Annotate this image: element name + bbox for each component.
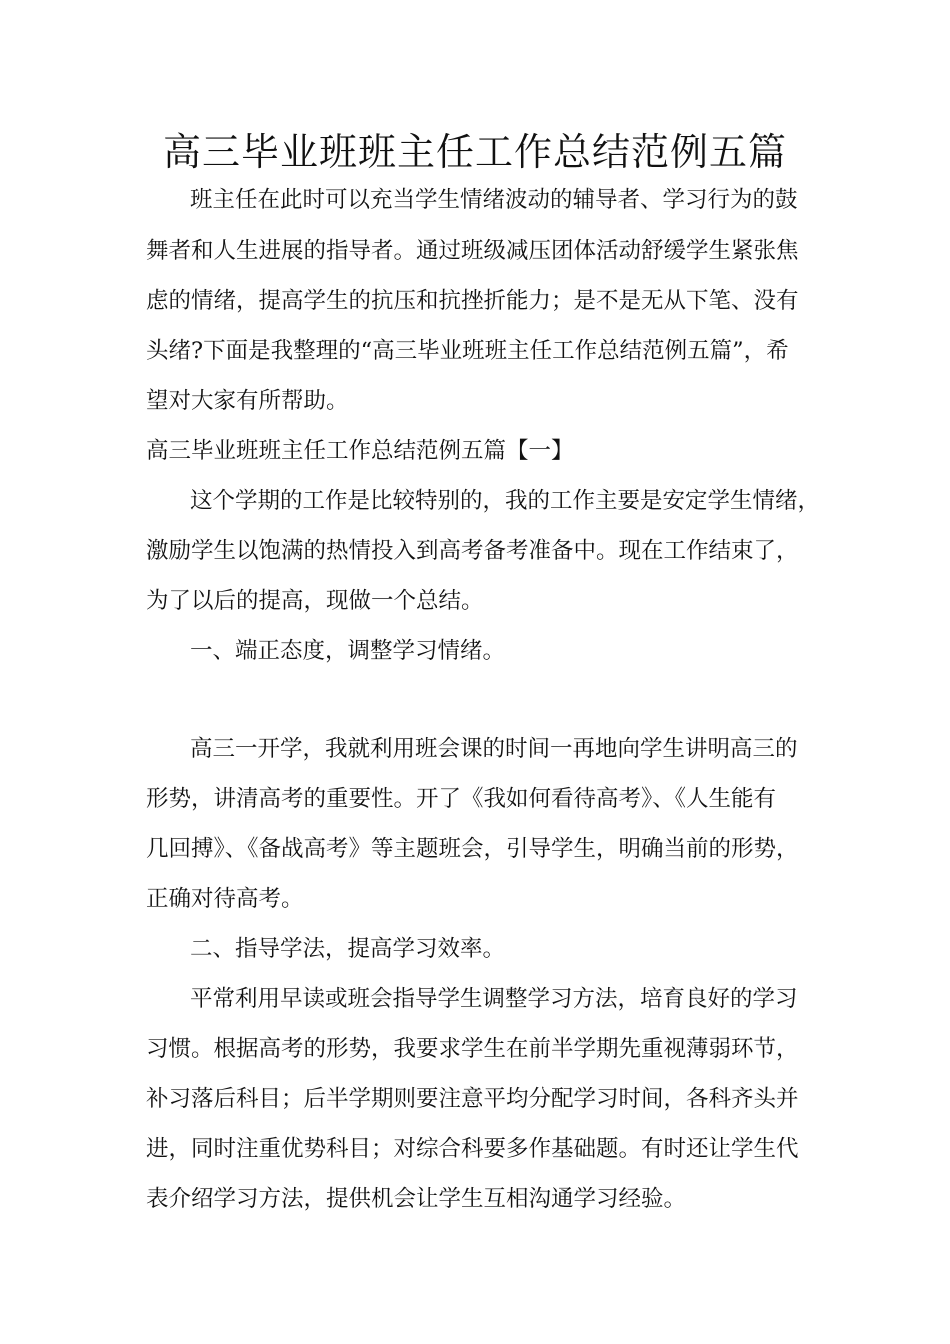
text-line: 形势，讲清高考的重要性。开了《我如何看待高考》、《人生能有 (146, 786, 777, 812)
text-line: 习惯。根据高考的形势，我要求学生在前半学期先重视薄弱环节， (146, 1036, 799, 1062)
text-line: 这个学期的工作是比较特别的，我的工作主要是安定学生情绪， (190, 488, 821, 514)
text-line: 平常利用早读或班会指导学生调整学习方法，培育良好的学习 (190, 986, 798, 1012)
text-line: 虑的情绪，提高学生的抗压和抗挫折能力；是不是无从下笔、没有 (146, 288, 799, 314)
text-line: 望对大家有所帮助。 (146, 388, 349, 414)
text-line: 表介绍学习方法，提供机会让学生互相沟通学习经验。 (146, 1186, 687, 1212)
text-line: 激励学生以饱满的热情投入到高考备考准备中。现在工作结束了， (146, 538, 799, 564)
text-line: 为了以后的提高，现做一个总结。 (146, 588, 484, 614)
text-line: 头绪?下面是我整理的“高三毕业班班主任工作总结范例五篇”，希 (146, 338, 789, 364)
text-line: 班主任在此时可以充当学生情绪波动的辅导者、学习行为的鼓 (190, 187, 798, 213)
text-line: 正确对待高考。 (146, 886, 304, 912)
text-line: 补习落后科目；后半学期则要注意平均分配学习时间，各科齐头并 (146, 1086, 799, 1112)
subheading: 一、端正态度，调整学习情绪。 (190, 638, 506, 664)
section-heading: 高三毕业班班主任工作总结范例五篇【一】 (146, 438, 574, 464)
text-line: 几回搏》、《备战高考》等主题班会，引导学生，明确当前的形势， (146, 836, 799, 862)
document-title: 高三毕业班班主任工作总结范例五篇 (162, 130, 787, 174)
text-line: 进，同时注重优势科目；对综合科要多作基础题。有时还让学生代 (146, 1136, 799, 1162)
text-line: 舞者和人生进展的指导者。通过班级减压团体活动舒缓学生紧张焦 (146, 238, 799, 264)
subheading: 二、指导学法，提高学习效率。 (190, 936, 506, 962)
text-line: 高三一开学，我就利用班会课的时间一再地向学生讲明高三的 (190, 736, 798, 762)
